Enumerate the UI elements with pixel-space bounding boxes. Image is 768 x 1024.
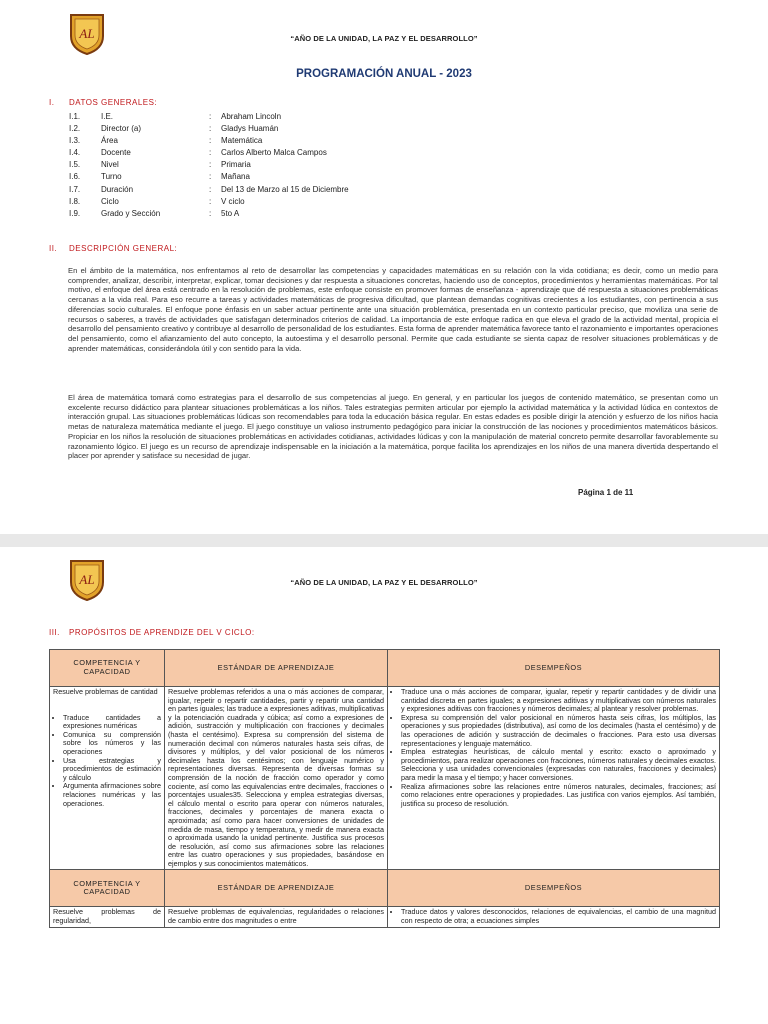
capacidad-item: • Argumenta afirmaciones sobre relaciones numéricas y las operaciones. [63, 782, 161, 808]
datos-colon: : [209, 136, 212, 146]
datos-colon: : [209, 148, 212, 158]
motto: “AÑO DE LA UNIDAD, LA PAZ Y EL DESARROLLO” [290, 578, 478, 587]
datos-label: I.E. [101, 112, 114, 121]
description-paragraph: El área de matemática tomará como estrategias para el desarrollo de sus competencias al juego. En general, y en particular los juegos de contenido matemático, se presentan como un excelente recurso didáctico para plantear situaciones problemáticas a los niños. Tales estrategias permiten articular por ejemplo la actividad matemática y la actividad lúdica en contextos de interacción grupal. Las situaciones problemáticas lúdicas son recomendables para toda la educación básica regular. En estas edades es posible dirigir la atención y esfuerzo de los niños hacia metas de naturaleza matemática mediante el juego. El juego constituye un valioso instrumento pedagógico para iniciar la construcción de las nociones y procedimientos matemáticos básicos. Propiciar en los niños la resolución de situaciones problemáticas en actividades cotidianas, actividades lúdicas y con la manipulación de material concreto permite desarrollar favorablemente su razonamiento lógico. El juego es un recurso de aprendizaje indispensable en la iniciación a la matemática, porque facilita los aprendizajes en los niños de una manera divertida despertando el placer por aprender y satisface su necesidad de jugar. [68, 393, 718, 461]
estandar-cell: Resuelve problemas de equivalencias, regularidades o relaciones de cambio entre dos magnitudes o entre [165, 907, 388, 927]
table-row [50, 907, 720, 927]
section-heading-descripcion: II. DESCRIPCIÓN GENERAL: [49, 244, 178, 253]
section-heading-datos: I. DATOS GENERALES: [49, 98, 158, 107]
datos-label: Duración [101, 184, 134, 194]
datos-colon: : [209, 160, 212, 170]
desempeno-item: • Realiza afirmaciones sobre las relaciones entre números naturales, decimales, fracciones; así como relaciones entre operaciones y propiedades. Las justifica con varios ejemplos. Así también, justifica su proceso de resolución. [401, 783, 716, 809]
datos-colon: : [209, 172, 212, 182]
datos-label: Nivel [101, 160, 119, 170]
desempenos-cell [388, 687, 720, 870]
datos-value: Abraham Lincoln [221, 112, 282, 121]
datos-colon: : [209, 184, 212, 194]
datos-row [69, 159, 349, 171]
datos-label: Turno [101, 172, 122, 182]
datos-label: Grado y Sección [101, 208, 161, 218]
datos-number: I.9. [69, 208, 81, 218]
datos-number: I.7. [69, 184, 81, 194]
competencia-cell: Resuelve problemas de regularidad, [50, 907, 165, 927]
datos-label: Docente [101, 148, 131, 158]
capacidad-item: • Traduce cantidades a expresiones numéricas [63, 714, 161, 731]
datos-number: I.6. [69, 172, 81, 182]
competencia-cell [50, 687, 165, 870]
datos-colon: : [209, 124, 212, 134]
page-number: Página 1 de 11 [578, 488, 634, 497]
desempenos-cell [388, 907, 720, 927]
datos-number: I.8. [69, 196, 81, 206]
datos-generales-list [69, 111, 349, 220]
datos-row [69, 111, 349, 123]
datos-colon: : [209, 196, 212, 206]
page-2 [0, 547, 768, 1024]
header-competencia: COMPETENCIA Y CAPACIDAD [50, 650, 165, 687]
section-heading-propositos: III. PROPÓSITOS DE APRENDIZE DEL V CICLO: [49, 628, 255, 637]
page-title: PROGRAMACIÓN ANUAL - 2023 [296, 68, 472, 80]
description-paragraph: En el ámbito de la matemática, nos enfrentamos al reto de desarrollar las competencias y capacidades matemáticas en su relación con la vida cotidiana; es decir, como un medio para comprender, analizar, describir, interpretar, explicar, tomar decisiones y dar respuesta a situaciones concretas, haciendo uso de conceptos, procedimientos y herramientas matemáticas. Por tal motivo, el enfoque del área está centrado en la resolución de problemas, este enfoque consiste en promover formas de enseñanza - aprendizaje que dé respuesta a situaciones problemáticas cercanas a la vida real. Para eso recurre a tareas y actividades matemáticas de progresiva dificultad, que plantean demandas cognitivas crecientes a los estudiantes, con pertinencia a sus diferencias socio culturales. El enfoque pone énfasis en un saber actuar pertinente ante una situación problemática, presentada en un contexto particular preciso, que moviliza una serie de recursos o saberes, a través de actividades que satisfagan determinados criterios de calidad. La importancia de este enfoque radica en que eleva el grado de la actividad mental, propicia el desarrollo del pensamiento creativo y contribuye al desarrollo de personalidad de los estudiantes. Esta forma de aprender matemática favorece tanto el razonamiento e importantes operaciones del pensamiento, como el afianzamiento del auto concepto, la autoestima y el desarrollo personal. Permite que cada estudiante se sienta capaz de resolver situaciones problemáticas y de aprender matemáticas, considerándola útil y con sentido para la vida. [68, 266, 718, 353]
datos-row [69, 171, 349, 183]
desempeno-item: • Traduce una o más acciones de comparar, igualar, repetir y repartir cantidades y de dividir una cantidad discreta en partes iguales; a expresiones aditivas y multiplicativas con números naturales y expresiones aditivas con fracciones y números decimales; al plantear y resolver problemas. [401, 688, 716, 714]
logo-text: AL [79, 572, 95, 587]
datos-value: 5to A [221, 208, 240, 218]
datos-number: I.4. [69, 148, 81, 158]
capacidad-item: • Usa estrategias y procedimientos de estimación y cálculo [63, 757, 161, 783]
datos-value: Mañana [221, 172, 250, 182]
datos-row [69, 196, 349, 208]
table-row [50, 687, 720, 870]
header-estandar: ESTÁNDAR DE APRENDIZAJE [165, 650, 388, 687]
datos-row [69, 135, 349, 147]
datos-value: Del 13 de Marzo al 15 de Diciembre [221, 184, 349, 194]
desempeno-item: • Traduce datos y valores desconocidos, relaciones de equivalencias, el cambio de una magnitud con respecto de otra; a ecuaciones simples [401, 908, 716, 925]
datos-value: Matemática [221, 136, 263, 146]
estandar-cell: Resuelve problemas referidos a una o más acciones de comparar, igualar, repetir o repartir cantidades, partir y repartir una cantidad en partes iguales; las traduce a expresiones aditivas, multiplicativas y la potenciación cuadrada y cúbica; así como a expresiones de adición, sustracción y multiplicación con fracciones y decimales (hasta el centésimo). Expresa su comprensión del sistema de numeración decimal con números naturales hasta seis cifras, de divisores y múltiplos, y del valor posicional de los números decimales hasta los centésimos; con lenguaje numérico y representaciones diversas. Representa de diversas formas su comprensión de la noción de fracción como operador y como cociente, así como las equivalencias entre decimales, fracciones o porcentajes usuales35. Selecciona y emplea estrategias diversas, el cálculo mental o escrito para operar con números naturales, fracciones, decimales y porcentajes de manera exacta o aproximada; así como para hacer conversiones de unidades de medida de masa, tiempo y temperatura, y medir de manera exacta o aproximada usando la unidad pertinente. Justifica sus procesos de resolución, así como sus afirmaciones sobre las relaciones entre las cuatro operaciones y sus propiedades, basándose en ejemplos y sus conocimientos matemáticos. [165, 687, 388, 870]
datos-number: I.1. [69, 112, 81, 121]
header-desempenos: DESEMPEÑOS [388, 870, 720, 907]
datos-value: Primaria [221, 160, 251, 170]
datos-value: V ciclo [221, 196, 245, 206]
competencia-title: Resuelve problemas de cantidad [53, 687, 158, 696]
logo-text: AL [79, 26, 95, 41]
datos-number: I.2. [69, 124, 81, 134]
table-header-row [50, 650, 720, 687]
motto: “AÑO DE LA UNIDAD, LA PAZ Y EL DESARROLLO” [290, 34, 478, 43]
header-competencia: COMPETENCIA Y CAPACIDAD [50, 870, 165, 907]
datos-colon: : [209, 208, 212, 218]
datos-label: Ciclo [101, 196, 119, 206]
datos-label: Director (a) [101, 124, 142, 134]
propositos-table [49, 649, 720, 928]
header-desempenos: DESEMPEÑOS [388, 650, 720, 687]
datos-row [69, 147, 349, 159]
datos-label: Área [101, 136, 118, 146]
datos-row [69, 184, 349, 196]
datos-row [69, 123, 349, 135]
header-estandar: ESTÁNDAR DE APRENDIZAJE [165, 870, 388, 907]
capacidad-item: • Comunica su comprensión sobre los números y las operaciones [63, 731, 161, 757]
desempeno-item: • Expresa su comprensión del valor posicional en números hasta seis cifras, los múltiplos, las operaciones y sus propiedades (distributiva), así como de los decimales (hasta el centésimo) y de las operaciones de adición y sustracción de decimales o fracciones. Para esto usa diversas representaciones y lenguaje matemático. [401, 714, 716, 748]
datos-colon: : [209, 112, 212, 121]
datos-number: I.5. [69, 160, 81, 170]
desempeno-item: • Emplea estrategias heurísticas, de cálculo mental y escrito: exacto o aproximado y procedimientos, para realizar operaciones con fracciones, números naturales y decimales exactos. Selecciona y usa unidades convencionales (expresadas con naturales, fracciones y decimales) para medir la masa y el tiempo; y hacer conversiones. [401, 748, 716, 782]
datos-value: Carlos Alberto Malca Campos [221, 148, 327, 158]
datos-value: Gladys Huamán [221, 124, 279, 134]
datos-row [69, 208, 349, 220]
table-header-row [50, 870, 720, 907]
datos-number: I.3. [69, 136, 81, 146]
